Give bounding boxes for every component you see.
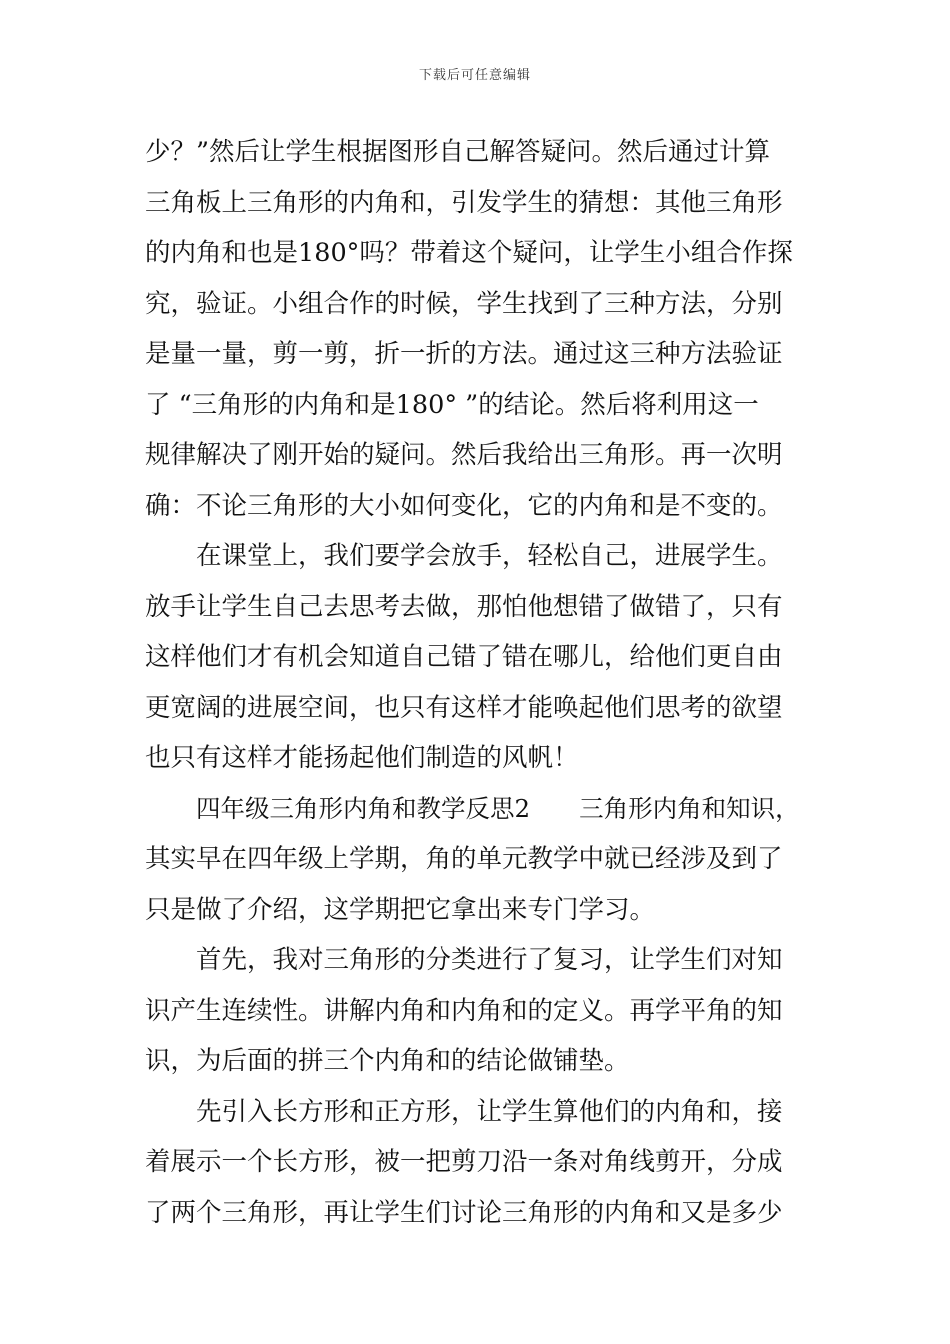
text-line: 更宽阔的进展空间，也只有这样才能唤起他们思考的欲望 — [145, 692, 783, 723]
text-line: 三角板上三角形的内角和，引发学生的猜想：其他三角形 — [145, 187, 783, 218]
text-line: 确：不论三角形的大小如何变化，它的内角和是不变的。 — [145, 490, 783, 521]
text-line: 规律解决了刚开始的疑问。然后我给出三角形。再一次明 — [145, 440, 783, 470]
text-line: 只是做了介绍，这学期把它拿出来专门学习。 — [145, 894, 656, 925]
text-line: 四年级三角形内角和教学反思2 三角形内角和知识， — [196, 793, 800, 823]
text-line: 了 “三角形的内角和是180° ”的结论。然后将利用这一 — [145, 389, 759, 420]
text-line: 先引入长方形和正方形，让学生算他们的内角和，接 — [196, 1096, 783, 1127]
text-line: 少？”然后让学生根据图形自己解答疑问。然后通过计算 — [145, 137, 771, 167]
text-line: 的内角和也是180°吗？带着这个疑问，让学生小组合作探 — [145, 238, 793, 268]
text-line: 这样他们才有机会知道自己错了错在哪儿，给他们更自由 — [145, 642, 783, 672]
text-line: 究，验证。小组合作的时候，学生找到了三种方法，分别 — [145, 288, 783, 319]
text-line: 也只有这样才能扬起他们制造的风帆！ — [145, 743, 579, 773]
document-body — [145, 127, 810, 1238]
text-line: 识，为后面的拼三个内角和的结论做铺垫。 — [145, 1046, 630, 1076]
text-line: 其实早在四年级上学期，角的单元教学中就已经涉及到了 — [145, 844, 783, 874]
text-line: 在课堂上，我们要学会放手，轻松自己，进展学生。 — [196, 541, 783, 571]
text-line: 首先，我对三角形的分类进行了复习，让学生们对知 — [196, 945, 783, 975]
text-line: 是量一量，剪一剪，折一折的方法。通过这三种方法验证 — [145, 339, 783, 369]
text-line: 放手让学生自己去思考去做，那怕他想错了做错了，只有 — [145, 591, 783, 622]
text-line: 着展示一个长方形，被一把剪刀沿一条对角线剪开，分成 — [145, 1147, 783, 1177]
page-header: 下载后可任意编辑 — [418, 68, 531, 83]
text-line: 识产生连续性。讲解内角和内角和的定义。再学平角的知 — [145, 995, 783, 1026]
text-line: 了两个三角形，再让学生们讨论三角形的内角和又是多少 — [145, 1197, 783, 1228]
